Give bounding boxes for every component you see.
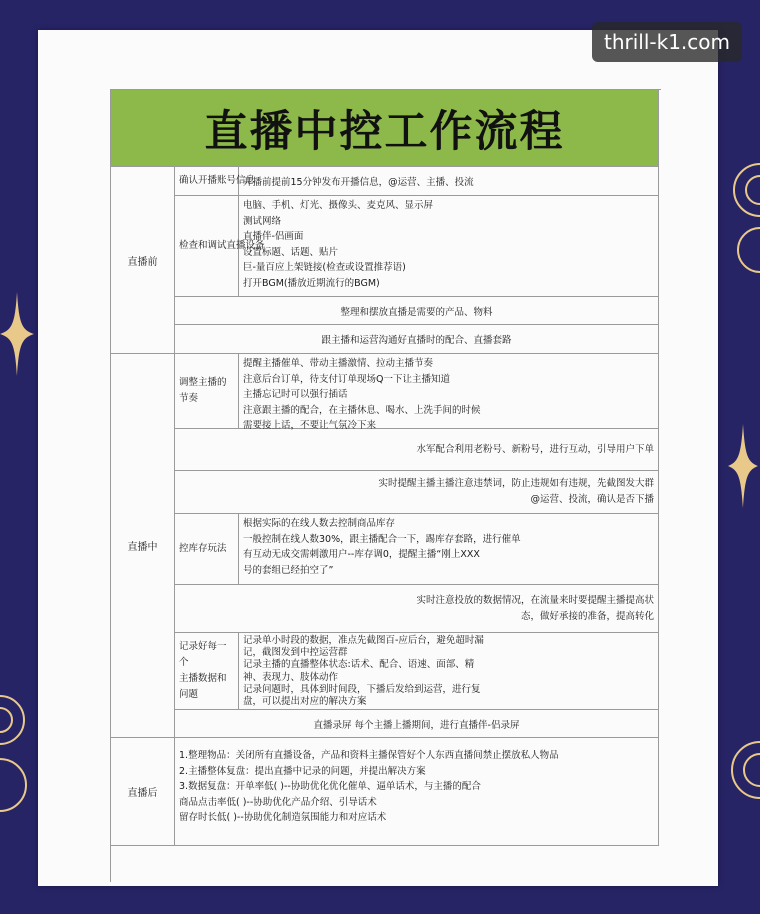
content-record-data (239, 633, 659, 710)
list-item: 主播忘记时可以强行插话 (243, 389, 348, 400)
label-line: 问题 (179, 689, 199, 700)
text-line: 态，做好承接的准备，提高转化 (520, 610, 654, 622)
text-line: 水军配合利用老粉号、新粉号，进行互动，引导用户下单 (416, 443, 654, 455)
list-item: 打开BGM(播放近期流行的BGM) (243, 277, 380, 289)
content-arrange-products: 整理和摆放直播是需要的产品、物料 (175, 297, 659, 325)
list-item: 直播伴-侣画面 (243, 231, 304, 242)
content-confirm-account: 开播前提前15分钟发布开播信息，@运营、主播、投流 (239, 167, 659, 196)
label-line: 调整主播的 (179, 377, 227, 388)
list-item: 根据实际的在线人数去控制商品库存 (243, 518, 396, 529)
text-line: 实时注意投放的数据情况，在流量来时要提醒主播提高状 (416, 594, 654, 606)
list-item: 盘，可以提出对应的解决方案 (243, 696, 367, 708)
list-item: 一般控制在线人数30%，跟主播配合一下，踢库存套路，进行催单 (243, 533, 521, 545)
phase-before: 直播前 (111, 167, 175, 354)
list-item: 电脑、手机、灯光、摄像头、麦克风、显示屏 (243, 200, 434, 211)
content-after-live (175, 738, 659, 846)
phase-after: 直播后 (111, 738, 175, 846)
list-item: 测试网络 (243, 215, 282, 227)
list-item: 3.数据复盘：开单率低( )--协助优化优化催单、逼单话术，与主播的配合 (179, 781, 481, 792)
page-title: 直播中控工作流程 (111, 90, 659, 167)
cloud-swirl-bottom-right-icon (718, 720, 760, 840)
content-adjust-rhythm (239, 354, 659, 429)
content-realtime-remind (175, 471, 659, 514)
list-item: 注意跟主播的配合，在主播休息、喝水、上洗手间的时候 (243, 404, 481, 416)
label-record-data (175, 633, 239, 710)
workflow-table (110, 89, 661, 882)
label-line: 个 (179, 657, 189, 668)
text-line: @运营、投流，确认是否下播 (530, 494, 654, 505)
list-item: 记录主播的直播整体状态:话术、配合、语速、面部、精 (243, 659, 475, 671)
label-stock-control: 控库存玩法 (175, 514, 239, 585)
cloud-swirl-left-icon (0, 690, 40, 820)
list-item: 神、表现力、肢体动作 (243, 671, 339, 683)
text-line: 实时提醒主播主播注意违禁词，防止违规如有违规，先截图发大群 (378, 478, 654, 489)
label-line: 主播数据和 (179, 673, 227, 684)
list-item: 号的套组已经拍空了” (243, 564, 334, 576)
sparkle-right-icon (728, 424, 758, 508)
watermark: thrill-k1.com (592, 22, 742, 62)
content-communicate: 跟主播和运营沟通好直播时的配合、直播套路 (175, 325, 659, 354)
sparkle-left-icon (0, 292, 34, 376)
content-navy-interaction (175, 429, 659, 471)
list-item: 设置标题、话题、贴片 (243, 246, 339, 258)
label-confirm-account: 确认开播账号信息 (175, 167, 239, 196)
label-adjust-rhythm (175, 354, 239, 429)
list-item: 记，截图发到中控运营群 (243, 647, 348, 659)
list-item: 巨-量百应上架链接(检查或设置推荐语) (243, 262, 406, 273)
cloud-swirl-right-icon (718, 150, 760, 290)
list-item: 商品点击率低( )--协助优化产品介绍、引导话术 (179, 796, 377, 808)
phase-during: 直播中 (111, 354, 175, 738)
list-item: 2.主播整体复盘：提出直播中记录的问题，并提出解决方案 (179, 765, 426, 777)
label-line: 节奏 (179, 393, 199, 404)
content-stock-control (239, 514, 659, 585)
list-item: 记录问题时，具体到时间段，下播后发给到运营，进行复 (243, 683, 481, 695)
list-item: 1.整理物品：关闭所有直播设备，产品和资料主播保管好个人东西直播间禁止摆放私人物品 (179, 750, 559, 761)
list-item: 注意后台订单，待支付订单现场Q一下让主播知道 (243, 373, 450, 385)
content-screen-record: 直播录屏 每个主播上播期间，进行直播伴-侣录屏 (175, 710, 659, 738)
list-item: 需要接上话，不要让气氛冷下来 (243, 420, 377, 431)
list-item: 提醒主播催单、带动主播激情、拉动主播节奏 (243, 358, 434, 369)
list-item: 留存时长低( )--协助优化制造氛围能力和对应话术 (179, 812, 387, 823)
content-data-watch (175, 585, 659, 633)
list-item: 记录单小时段的数据，准点先截图百-应后台，避免超时漏 (243, 635, 484, 646)
content-check-devices (239, 196, 659, 297)
label-check-devices: 检查和调试直播设备 (175, 196, 239, 297)
list-item: 有互动无成交需刺激用户--库存调0，提醒主播“刚上XXX (243, 549, 480, 560)
label-line: 记录好每一 (179, 641, 227, 652)
